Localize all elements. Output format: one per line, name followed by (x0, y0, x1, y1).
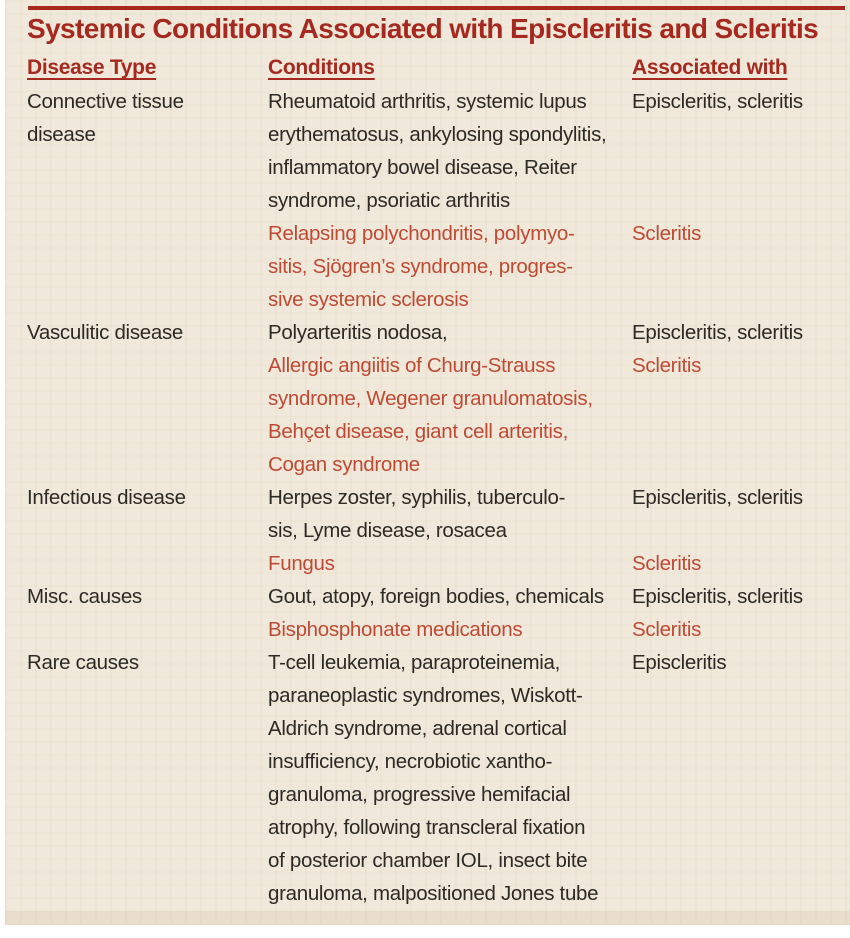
text-line: sis, Lyme disease, rosacea (268, 519, 507, 542)
top-rule (28, 6, 845, 10)
text-line: erythematosus, ankylosing spondylitis, (268, 123, 607, 146)
text-line: Polyarteritis nodosa, (268, 321, 448, 344)
disease-type-cell (27, 85, 268, 217)
text-line: Bisphosphonate medications (268, 618, 523, 641)
conditions-cell (268, 646, 632, 910)
associated-with-cell: Episcleritis (632, 651, 727, 674)
text-line: Relapsing polychondritis, polymyo- (268, 222, 575, 245)
text-line: granuloma, progressive hemifacial (268, 783, 571, 806)
disease-type-cell (27, 316, 268, 349)
text-line: inflammatory bowel disease, Reiter (268, 156, 577, 179)
conditions-cell (268, 349, 632, 481)
text-line: Misc. causes (27, 585, 142, 608)
conditions-cell (268, 316, 632, 349)
text-line: Infectious disease (27, 486, 186, 509)
associated-with-cell: Episcleritis, scleritis (632, 486, 803, 509)
disease-type-cell (27, 547, 268, 580)
text-line: Herpes zoster, syphilis, tuberculo- (268, 486, 566, 509)
column-header-conditions: Conditions (268, 56, 375, 79)
text-line: Rheumatoid arthritis, systemic lupus (268, 90, 587, 113)
disease-type-cell (27, 217, 268, 316)
text-line: disease (27, 123, 96, 146)
table-row (5, 547, 850, 580)
disease-type-cell (27, 349, 268, 481)
table-body (5, 85, 850, 910)
text-line: insufficiency, necrobiotic xantho- (268, 750, 553, 773)
table-row (5, 316, 850, 349)
associated-with-cell: Episcleritis, scleritis (632, 585, 803, 608)
text-line: paraneoplastic syndromes, Wiskott- (268, 684, 583, 707)
column-header-disease-type: Disease Type (27, 56, 157, 79)
text-line: syndrome, Wegener granulomatosis, (268, 387, 593, 410)
scanned-page (5, 0, 850, 925)
disease-type-cell (27, 646, 268, 910)
disease-type-cell (27, 580, 268, 613)
text-line: sive systemic sclerosis (268, 288, 469, 311)
column-header-associated-with: Associated with (632, 56, 788, 79)
text-line: Connective tissue (27, 90, 184, 113)
conditions-cell (268, 613, 632, 646)
disease-type-cell (27, 613, 268, 646)
table-row (5, 481, 850, 547)
text-line: sitis, Sjögren’s syndrome, progres- (268, 255, 573, 278)
text-line: Rare causes (27, 651, 139, 674)
associated-with-cell: Scleritis (632, 552, 702, 575)
associated-with-cell: Scleritis (632, 618, 702, 641)
associated-with-cell: Episcleritis, scleritis (632, 90, 803, 113)
conditions-cell (268, 217, 632, 316)
conditions-table (5, 51, 850, 910)
page-bottom-shade (5, 911, 850, 925)
associated-with-cell: Scleritis (632, 222, 702, 245)
text-line: atrophy, following transcleral fixation (268, 816, 586, 839)
text-line: of posterior chamber IOL, insect bite (268, 849, 588, 872)
text-line: Vasculitic disease (27, 321, 184, 344)
associated-with-cell: Episcleritis, scleritis (632, 321, 803, 344)
table-row (5, 580, 850, 613)
header-row (5, 51, 850, 85)
text-line: Aldrich syndrome, adrenal cortical (268, 717, 567, 740)
text-line: granuloma, malpositioned Jones tube (268, 882, 599, 905)
disease-type-cell (27, 481, 268, 547)
table-row (5, 646, 850, 910)
conditions-cell (268, 481, 632, 547)
text-line: Behçet disease, giant cell arteritis, (268, 420, 568, 443)
text-line: Allergic angiitis of Churg-Strauss (268, 354, 556, 377)
text-line: Fungus (268, 552, 335, 575)
text-line: syndrome, psoriatic arthritis (268, 189, 510, 212)
associated-with-cell: Scleritis (632, 354, 702, 377)
text-line: Gout, atopy, foreign bodies, chemicals (268, 585, 604, 608)
conditions-cell (268, 85, 632, 217)
table-title: Systemic Conditions Associated with Episcleritis and Scleritis (27, 13, 819, 44)
conditions-cell (268, 580, 632, 613)
text-line: T-cell leukemia, paraproteinemia, (268, 651, 561, 674)
table-row (5, 217, 850, 316)
table-row (5, 85, 850, 217)
conditions-cell (268, 547, 632, 580)
table-row (5, 613, 850, 646)
text-line: Cogan syndrome (268, 453, 420, 476)
table-row (5, 349, 850, 481)
